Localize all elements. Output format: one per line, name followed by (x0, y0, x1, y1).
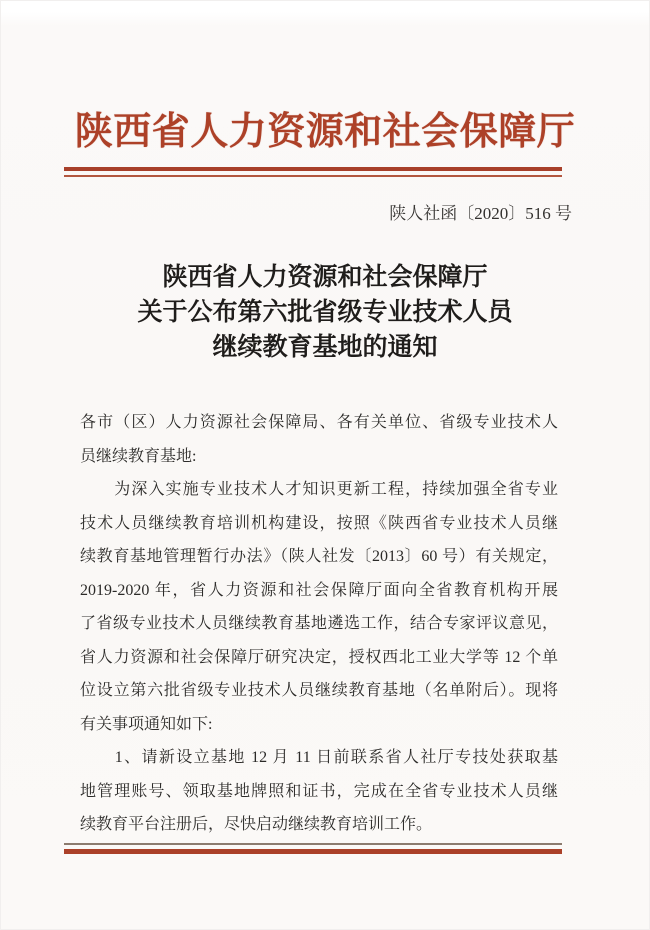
document-reference-number: 陕人社函〔2020〕516 号 (389, 204, 572, 223)
body-line: 员继续教育基地: (80, 447, 197, 465)
footer-separator-thick-line (64, 849, 562, 854)
body-line: 技术人员继续教育培训机构建设，按照《陕西省专业技术人员继 (80, 514, 558, 532)
body-line: 1、请新设立基地 12 月 11 日前联系省人社厅专技处获取基 (80, 749, 558, 766)
letterhead-separator-thin-line (64, 175, 562, 177)
body-line: 为深入实施专业技术人才知识更新工程，持续加强全省专业 (80, 481, 558, 498)
body-line: 了省级专业技术人员继续教育基地遴选工作，结合专家评议意见， (80, 615, 558, 632)
body-line: 地管理账号、领取基地牌照和证书，完成在全省专业技术人员继 (80, 782, 558, 800)
body-line: 续教育基地管理暂行办法》（陕人社发〔2013〕60 号）有关规定， (80, 548, 558, 565)
body-line: 2019-2020 年，省人力资源和社会保障厅面向全省教育机构开展 (80, 581, 558, 599)
letterhead-agency-name: 陕西省人力资源和社会保障厅 (74, 111, 576, 153)
body-line: 省人力资源和社会保障厅研究决定，授权西北工业大学等 12 个单 (80, 648, 558, 666)
body-line: 位设立第六批省级专业技术人员继续教育基地（名单附后）。现将 (80, 682, 558, 699)
document-title (0, 260, 650, 365)
document-title-line-1: 陕西省人力资源和社会保障厅 (162, 264, 488, 291)
letterhead-separator-thick-line (64, 167, 562, 171)
body-line: 有关事项通知如下: (80, 715, 213, 733)
document-body (80, 406, 558, 842)
body-line: 续教育平台注册后，尽快启动继续教育培训工作。 (80, 816, 433, 833)
footer-separator-thin-line (64, 843, 562, 845)
body-line: 各市（区）人力资源社会保障局、各有关单位、省级专业技术人 (80, 414, 558, 431)
document-title-line-3: 继续教育基地的通知 (212, 334, 438, 361)
document-title-line-2: 关于公布第六批省级专业技术人员 (137, 299, 513, 326)
